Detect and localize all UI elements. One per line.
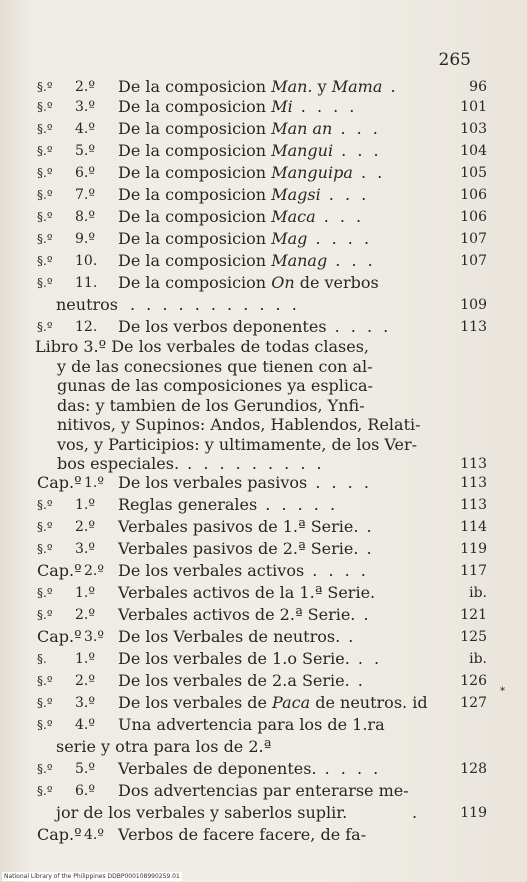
- entry-text: De la composicion: [118, 207, 272, 226]
- entry-text: Una advertencia para los de 1.ra: [118, 715, 385, 734]
- section-mark: §.º: [37, 498, 53, 512]
- entry-title: [118, 272, 379, 294]
- leader-dots: . . . .: [304, 561, 369, 580]
- entry-title: [118, 604, 372, 626]
- section-mark: §.º: [37, 144, 53, 158]
- leader-dots: . . . .: [292, 97, 358, 116]
- leader-dots: .: [412, 803, 418, 822]
- entry-title: [118, 670, 366, 692]
- page-ref: 107: [460, 231, 487, 247]
- page-ref: 96: [469, 79, 487, 95]
- page-ref: 127: [460, 695, 487, 711]
- section-mark: §.º: [37, 784, 53, 798]
- scan-footer: National Library of the Philippines DDBP000108990259.01: [4, 873, 180, 880]
- leader-dots: .: [349, 671, 366, 690]
- entry-text: De los verbos deponentes: [118, 317, 327, 336]
- entry-number: 3.º: [75, 541, 95, 557]
- entry-title: [118, 626, 356, 648]
- entry-text: Verbales activos de 2.ª Serie.: [118, 605, 356, 624]
- entry-number: 5.º: [75, 143, 95, 159]
- entry-text: Verbales pasivos de 2.ª Serie.: [118, 539, 359, 558]
- section-mark: §.º: [37, 276, 53, 290]
- entry-title: [118, 582, 375, 604]
- page-ref: 114: [460, 519, 487, 535]
- page-ref: 121: [460, 607, 487, 623]
- toc-entry: [0, 758, 527, 780]
- section-mark: §.º: [37, 254, 53, 268]
- entry-term: On: [271, 273, 295, 292]
- leader-dots: . . .: [332, 119, 381, 138]
- page-ref: 119: [460, 541, 487, 557]
- toc-entry: [0, 316, 527, 338]
- entry-text: Verbos de facere facere, de fa-: [118, 825, 367, 844]
- entry-title: [118, 76, 399, 98]
- section-mark: §.º: [37, 80, 53, 94]
- leader-dots: . . . . . . . . . . .: [130, 295, 300, 314]
- entry-title: [118, 758, 381, 780]
- entry-number: 10.: [75, 253, 98, 269]
- entry-text: De los Verbales de neutros.: [118, 627, 341, 646]
- entry-number: 4.º: [84, 827, 104, 843]
- toc-entry: [0, 648, 527, 670]
- libro-line: bos especiales. . . . . . . . . .: [57, 454, 325, 473]
- entry-text: De la composicion: [118, 97, 272, 116]
- entry-title: [118, 494, 338, 516]
- section-mark: Cap.º: [37, 825, 82, 844]
- entry-term: Mag: [271, 229, 308, 248]
- entry-title: [118, 560, 369, 582]
- leader-dots: .: [358, 517, 375, 536]
- toc-entry-continuation: [0, 294, 527, 316]
- page-ref: 113: [460, 497, 487, 513]
- entry-number: 6.º: [75, 165, 95, 181]
- section-mark: §.º: [37, 188, 53, 202]
- entry-term: Maca: [271, 207, 316, 226]
- toc-entry: [0, 228, 527, 250]
- section-mark: §.º: [37, 320, 53, 334]
- section-mark: §.º: [37, 696, 53, 710]
- entry-term: Man.: [271, 77, 313, 96]
- leader-dots: . . .: [333, 141, 382, 160]
- entry-number: 4.º: [75, 121, 95, 137]
- entry-number: 11.: [75, 275, 98, 291]
- entry-number: 3.º: [75, 99, 95, 115]
- toc-entry: [0, 516, 527, 538]
- entry-text: De los verbales de 2.a Serie.: [118, 671, 350, 690]
- toc-entry: [0, 472, 527, 494]
- toc-entry: [0, 250, 527, 272]
- libro-line: das: y tambien de los Gerundios, Ynfi-: [57, 395, 365, 415]
- entry-title: [118, 206, 364, 228]
- entry-text-2: y: [312, 77, 332, 96]
- entry-term: Man an: [271, 119, 333, 138]
- entry-text: Verbales de deponentes.: [118, 759, 317, 778]
- entry-term: Mangui: [271, 141, 334, 160]
- entry-text: De la composicion: [118, 185, 272, 204]
- entry-title: [118, 162, 385, 184]
- leader-dots: . . . . .: [257, 495, 339, 514]
- entry-title: [118, 184, 369, 206]
- entry-number: 3.º: [84, 629, 104, 645]
- page-ref: 113: [460, 319, 487, 335]
- toc-entry: [0, 118, 527, 140]
- entry-text: De los verbales de 1.o Serie.: [118, 649, 350, 668]
- section-mark: §.º: [37, 608, 53, 622]
- leader-dots: . .: [352, 163, 386, 182]
- toc-entry: [0, 582, 527, 604]
- leader-dots: .: [340, 627, 357, 646]
- page-ref: ib.: [469, 651, 487, 667]
- toc-entry: [0, 560, 527, 582]
- leader-dots: . . . .: [307, 229, 373, 248]
- entry-number: 4.º: [75, 717, 95, 733]
- entry-text: jor de los verbales y saberlos suplir.: [56, 803, 348, 822]
- entry-text: De la composicion: [118, 77, 272, 96]
- toc-entry: [0, 604, 527, 626]
- entry-text: Reglas generales: [118, 495, 258, 514]
- leader-dots: .: [382, 77, 399, 96]
- entry-title: [118, 250, 376, 272]
- entry-title: [118, 692, 428, 714]
- entry-title: [118, 96, 357, 118]
- section-mark: §.º: [37, 210, 53, 224]
- entry-number: 2.º: [75, 607, 95, 623]
- page-ref: 107: [460, 253, 487, 269]
- toc-entry: [0, 626, 527, 648]
- entry-title: [118, 780, 409, 802]
- toc-entry: [0, 714, 527, 736]
- entry-title: [118, 472, 372, 494]
- entry-title: [118, 228, 372, 250]
- toc-entry: [0, 824, 527, 846]
- entry-number: 5.º: [75, 761, 95, 777]
- toc-entry: [0, 162, 527, 184]
- entry-number: 1.º: [75, 497, 95, 513]
- page-ref: ib.: [469, 585, 487, 601]
- toc-entry: [0, 494, 527, 516]
- entry-number: 3.º: [75, 695, 95, 711]
- entry-text: De la composicion: [118, 163, 272, 182]
- section-mark: §.º: [37, 542, 53, 556]
- entry-text: Verbales pasivos de 1.ª Serie.: [118, 517, 359, 536]
- section-mark: §.º: [37, 586, 53, 600]
- leader-dots: . . .: [327, 251, 376, 270]
- page-ref: 113: [460, 475, 487, 491]
- entry-term-2: Mama: [331, 77, 383, 96]
- section-mark: Cap.º: [37, 473, 82, 492]
- entry-text: De los verbales de: [118, 693, 273, 712]
- page-ref: 105: [460, 165, 487, 181]
- section-mark: §.º: [37, 100, 53, 114]
- entry-number: 8.º: [75, 209, 95, 225]
- toc-entry: [0, 76, 527, 98]
- section-mark: §.º: [37, 232, 53, 246]
- entry-number: 2.º: [75, 673, 95, 689]
- libro-heading: [35, 337, 495, 474]
- toc-entry: [0, 692, 527, 714]
- leader-dots: . .: [349, 649, 383, 668]
- section-mark: §.º: [37, 718, 53, 732]
- toc-entry-continuation: [0, 802, 527, 824]
- entry-text: De la composicion: [118, 273, 272, 292]
- entry-text: De los verbales pasivos: [118, 473, 308, 492]
- entry-term: Magsi: [271, 185, 321, 204]
- page-ref: 103: [460, 121, 487, 137]
- toc-entry: [0, 140, 527, 162]
- libro-line: gunas de las composiciones ya esplica-: [57, 376, 373, 395]
- entry-text: De la composicion: [118, 251, 272, 270]
- libro-line: Libro 3.º De los verbales de todas clases,: [35, 337, 370, 356]
- libro-line: vos, y Participios: y ultimamente, de los Ver-: [57, 434, 417, 454]
- toc-entry-continuation: serie y otra para los de 2.ª: [56, 737, 272, 756]
- entry-number: 2.º: [75, 79, 95, 95]
- toc-entry: [0, 96, 527, 118]
- entry-title: [118, 118, 381, 140]
- page-ref: 113: [460, 456, 487, 472]
- toc-entry: [0, 272, 527, 294]
- page-ref: 126: [460, 673, 487, 689]
- page-number: 265: [438, 50, 471, 70]
- leader-dots: . . . .: [326, 317, 392, 336]
- margin-mark: *: [500, 686, 505, 697]
- entry-term: Manag: [271, 251, 328, 270]
- entry-title: [118, 824, 366, 846]
- page-ref: 104: [460, 143, 487, 159]
- entry-text: neutros: [56, 295, 118, 314]
- entry-number: 1.º: [75, 651, 95, 667]
- leader-dots: . . .: [320, 185, 370, 204]
- page-ref: 117: [460, 563, 487, 579]
- leader-dots: . . . .: [307, 473, 372, 492]
- entry-text: Dos advertencias par enterarse me-: [118, 781, 409, 800]
- section-mark: Cap.º: [37, 627, 82, 646]
- section-mark: §.º: [37, 520, 53, 534]
- entry-number: 2.º: [75, 519, 95, 535]
- section-mark: §.º: [37, 762, 53, 776]
- entry-term: Manguipa: [271, 163, 353, 182]
- entry-number: 1.º: [84, 475, 104, 491]
- entry-number: 2.º: [84, 563, 104, 579]
- entry-title: [118, 714, 385, 736]
- entry-text-2: de neutros. id: [310, 693, 428, 712]
- entry-title: [118, 648, 382, 670]
- entry-number: 6.º: [75, 783, 95, 799]
- page-ref: 106: [460, 187, 487, 203]
- entry-term: Paca: [272, 693, 311, 712]
- entry-text: De los verbales activos: [118, 561, 305, 580]
- entry-text-2: de verbos: [294, 273, 379, 292]
- section-mark: §.º: [37, 674, 53, 688]
- page-ref: 109: [460, 297, 487, 313]
- page-ref: 101: [460, 99, 487, 115]
- toc-entry: [0, 670, 527, 692]
- entry-text: De la composicion: [118, 229, 272, 248]
- section-mark: §.º: [37, 122, 53, 136]
- libro-line: y de las conecsiones que tienen con al-: [57, 356, 373, 376]
- section-mark: §.: [37, 652, 47, 666]
- toc-entry: [0, 206, 527, 228]
- entry-number: 12.: [75, 319, 98, 335]
- entry-title: [118, 316, 391, 338]
- entry-number: 9.º: [75, 231, 95, 247]
- entry-number: 1.º: [75, 585, 95, 601]
- leader-dots: . . . . . . . . .: [179, 454, 325, 473]
- leader-dots: .: [358, 539, 375, 558]
- toc-entry: [0, 780, 527, 802]
- page-ref: 128: [460, 761, 487, 777]
- page-ref: 125: [460, 629, 487, 645]
- toc-entry: [0, 184, 527, 206]
- leader-dots: . . . .: [316, 759, 382, 778]
- entry-text: De la composicion: [118, 141, 272, 160]
- entry-term: Mi: [271, 97, 293, 116]
- entry-title: [118, 140, 382, 162]
- page-ref: 119: [460, 805, 487, 821]
- toc-entry: [0, 538, 527, 560]
- entry-title: [118, 516, 375, 538]
- entry-text: De la composicion: [118, 119, 272, 138]
- section-mark: §.º: [37, 166, 53, 180]
- entry-title: [118, 538, 375, 560]
- page-ref: 106: [460, 209, 487, 225]
- section-mark: Cap.º: [37, 561, 82, 580]
- entry-number: 7.º: [75, 187, 95, 203]
- entry-text: Verbales activos de la 1.ª Serie.: [118, 583, 376, 602]
- leader-dots: .: [355, 605, 372, 624]
- libro-line: nitivos, y Supinos: Andos, Hablendos, Relati-: [57, 415, 421, 434]
- leader-dots: . . .: [315, 207, 365, 226]
